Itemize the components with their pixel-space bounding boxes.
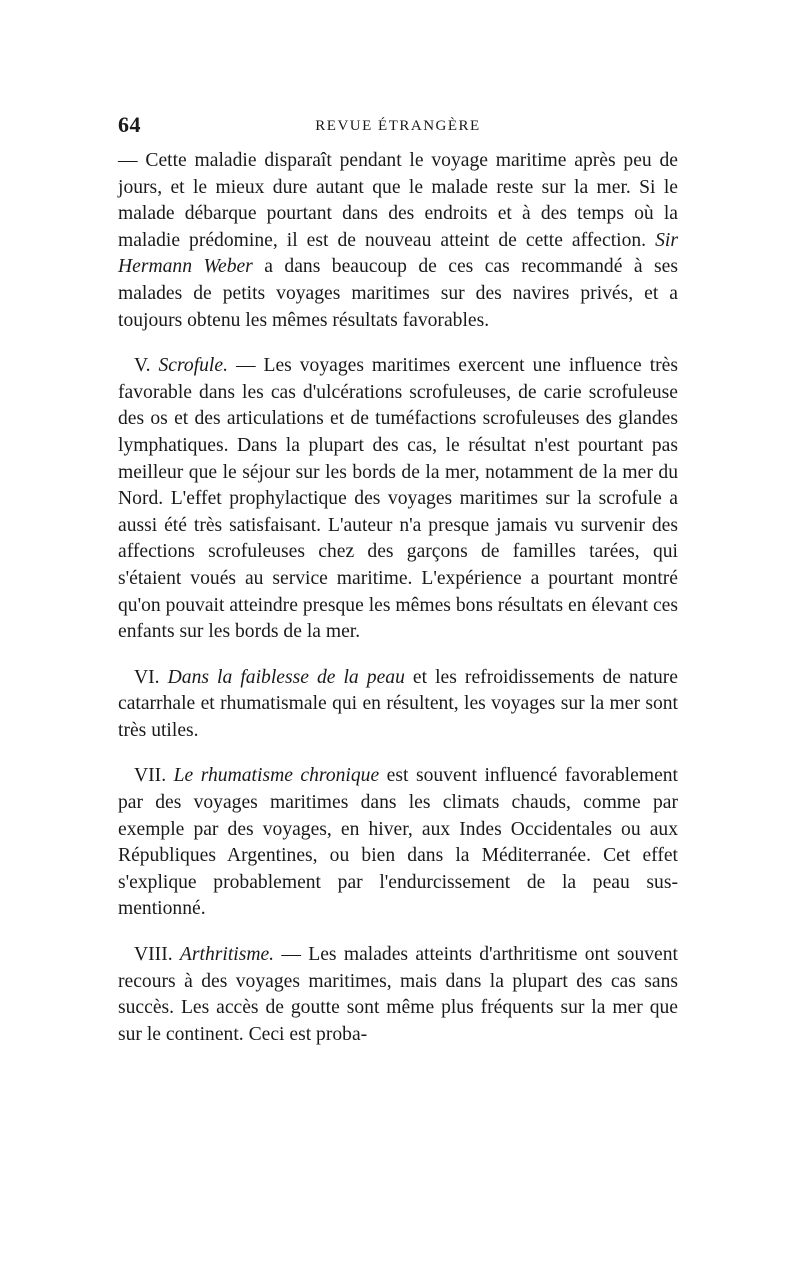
paragraph-text: et les refroidissements de nature catarrhale et rhumatismale qui en résultent, les voyages sur la mer sont très utiles. bbox=[118, 666, 678, 741]
italic-name: Sir Hermann Weber bbox=[118, 229, 678, 278]
paragraph-scrofule bbox=[118, 353, 678, 646]
paragraph-text: — Les voyages maritimes exercent une influence très favorable dans les cas d'ulcérations scrofuleuses, de carie scrofuleuse des os et des articulations et de tuméfactions scrofuleuses des glandes lymphatiques. Dans la plupart des cas, le résultat n'est pourtant pas meilleur que le séjour sur les bords de la mer, notamment de la mer du Nord. L'effet prophylactique des voyages maritimes sur la scrofule a aussi été très satisfaisant. L'auteur n'a presque jamais vu survenir des affections scrofuleuses chez des garçons de familles tarées, qui s'étaient voués au service maritime. L'expérience a pourtant montré qu'on pouvait atteindre presque les mêmes bons résultats en élevant ces enfants sur les bords de la mer. bbox=[118, 355, 678, 643]
running-title: REVUE ÉTRANGÈRE bbox=[315, 118, 481, 134]
section-number: VII. bbox=[134, 765, 174, 787]
section-heading: Le rhumatisme chronique bbox=[173, 765, 380, 787]
page-header bbox=[118, 112, 678, 146]
section-number: V. bbox=[134, 355, 159, 377]
paragraph-text: est souvent influencé favorablement par des voyages maritimes dans les climats chauds, comme par exemple par des voyages, en hiver, aux Indes Occidentales ou aux Républiques Argentines, ou bien dans la Méditerranée. Cet effet s'explique probablement par l'endurcissement de la peau sus-mentionné. bbox=[118, 765, 679, 920]
section-heading: Dans la faiblesse de la peau bbox=[167, 666, 405, 688]
paragraph-rhumatisme bbox=[118, 763, 678, 923]
paragraph-continuation bbox=[118, 148, 678, 334]
paragraph-text: — Les malades atteints d'arthritisme ont souvent recours à des voyages maritimes, mais dans la plupart des cas sans succès. Les accès de goutte sont même plus fréquents sur la mer que sur le continent. Ceci est proba- bbox=[118, 944, 678, 1045]
section-heading: Scrofule. bbox=[158, 355, 228, 377]
section-number: VI. bbox=[134, 666, 168, 688]
paragraph-arthritisme bbox=[118, 942, 678, 1048]
paragraph-faiblesse-peau bbox=[118, 665, 678, 745]
section-heading: Arthritisme. bbox=[179, 944, 275, 966]
section-number: VIII. bbox=[134, 944, 180, 966]
page-number: 64 bbox=[118, 112, 141, 137]
paragraph-text: — Cette maladie disparaît pendant le voyage maritime après peu de jours, et le mieux dure autant que le malade reste sur la mer. Si le malade débarque pourtant dans des endroits et à des temps où la maladie prédomine, il est de nouveau atteint de cette affection. bbox=[118, 150, 678, 251]
body-text bbox=[118, 148, 678, 1048]
paragraph-text: a dans beaucoup de ces cas recommandé à ses malades de petits voyages maritimes sur des navires privés, et a toujours obtenu les mêmes résultats favorables. bbox=[118, 256, 678, 331]
